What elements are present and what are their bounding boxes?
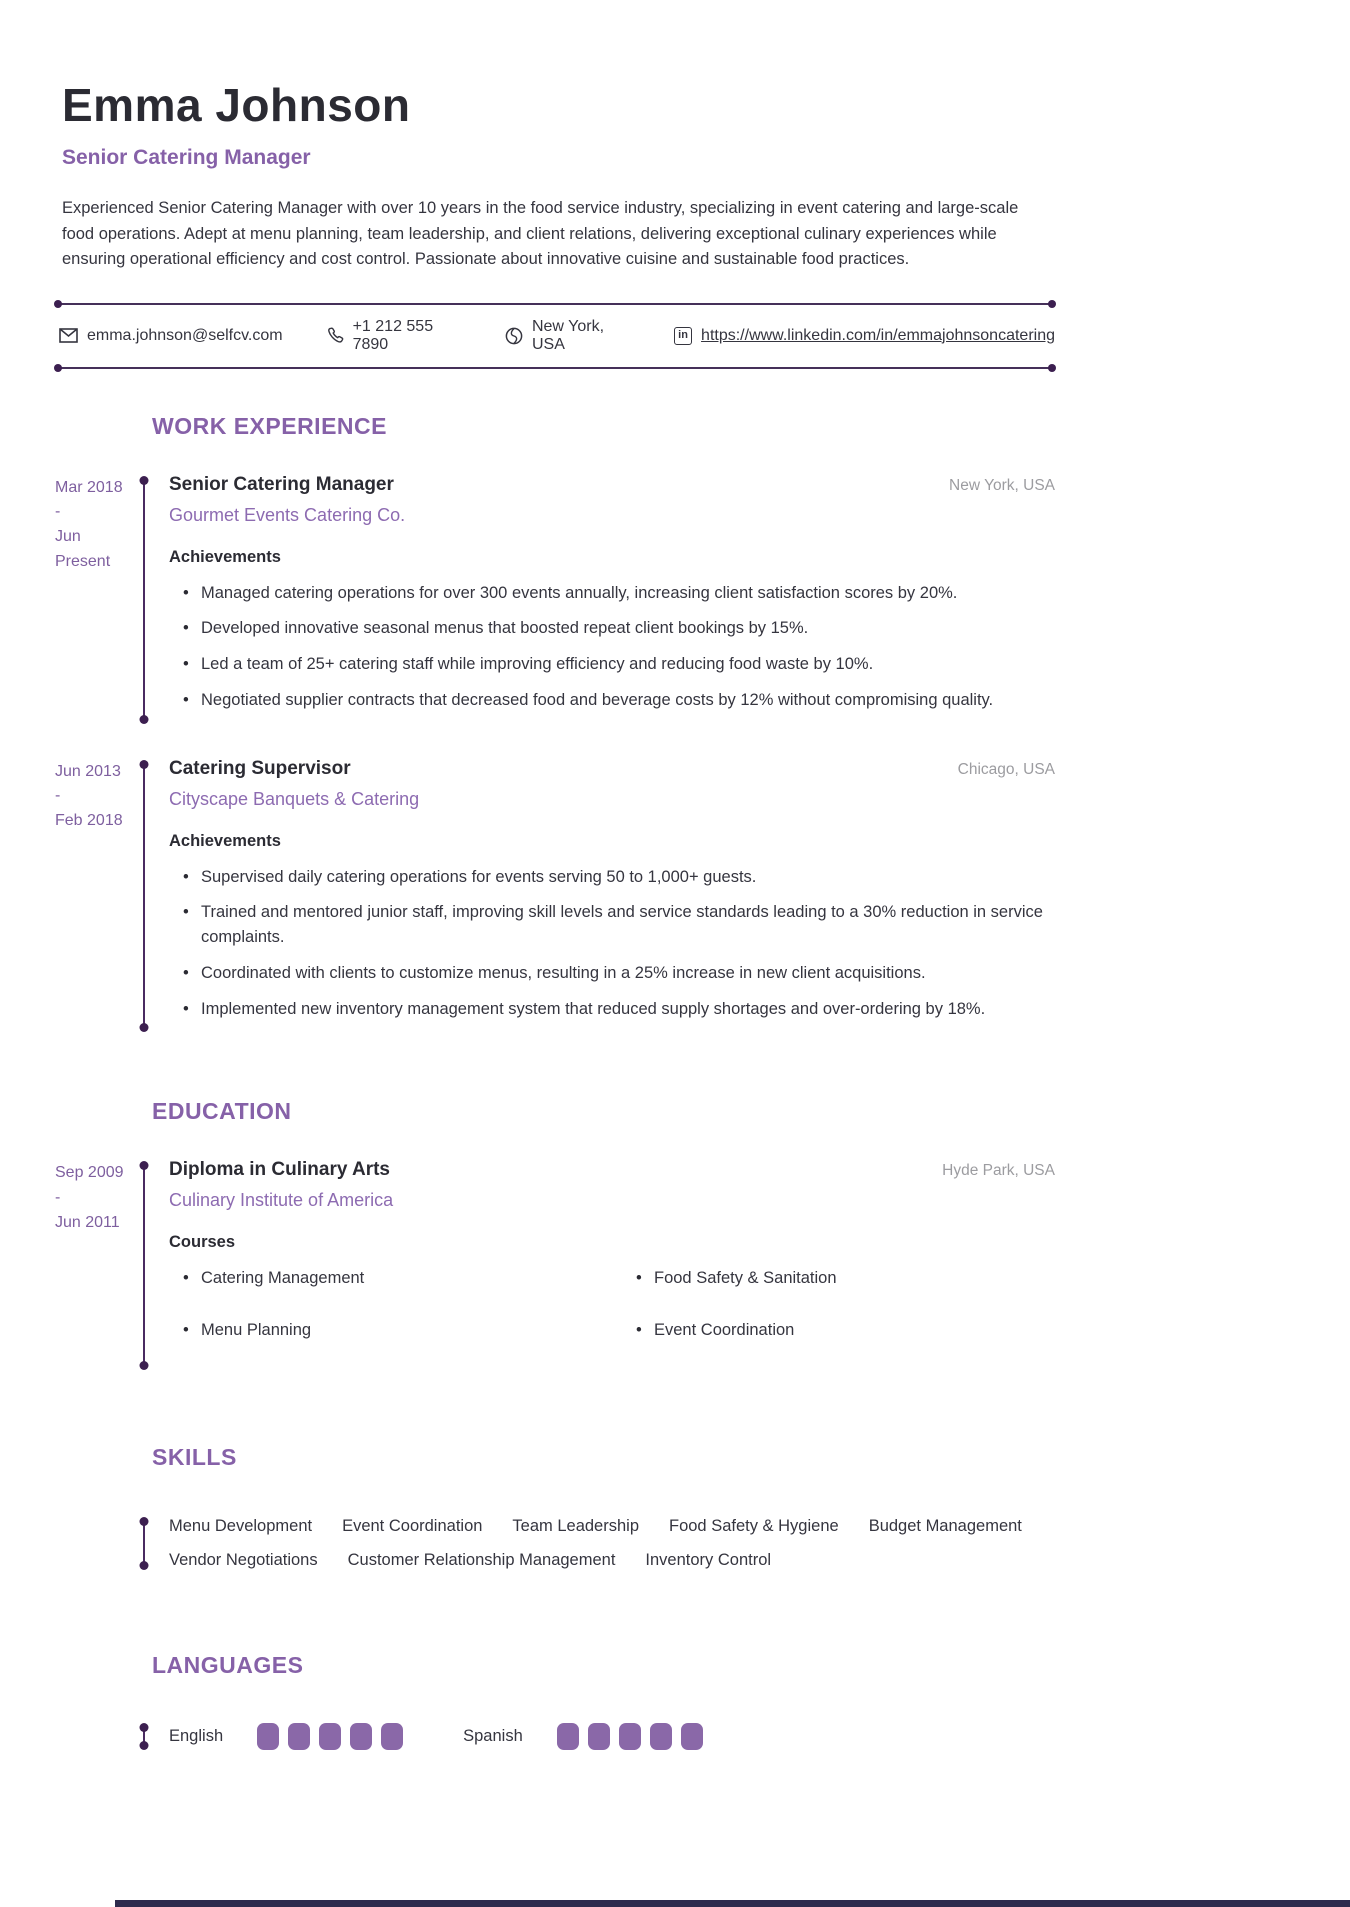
level-square — [319, 1723, 341, 1750]
languages-row — [169, 1721, 1055, 1750]
linkedin-link[interactable]: https://www.linkedin.com/in/emmajohnsoncatering — [701, 326, 1055, 344]
contact-email — [59, 327, 283, 345]
languages-entry — [55, 1721, 1055, 1750]
section-skills — [55, 1444, 1055, 1570]
job-entry — [55, 758, 1055, 1033]
contact-row — [55, 305, 1055, 367]
work-experience-heading: WORK EXPERIENCE — [152, 412, 387, 439]
course-item: • Food Safety & Sanitation — [622, 1266, 1055, 1291]
section-work-experience — [55, 413, 1055, 1033]
date-line: - — [55, 503, 61, 521]
linkedin-icon: in — [674, 327, 692, 345]
skill-item: Menu Development — [169, 1516, 313, 1535]
location-text: New York, USA — [531, 317, 605, 353]
achievement-item: • Supervised daily catering operations for events serving 50 to 1,000+ guests. — [169, 865, 1055, 890]
skill-item: Vendor Negotiations — [169, 1550, 318, 1569]
job-company: Gourmet Events Catering Co. — [169, 504, 406, 525]
achievement-item: • Developed innovative seasonal menus that boosted repeat client bookings by 15%. — [169, 616, 1055, 641]
job-entry — [55, 474, 1055, 724]
skill-item: Team Leadership — [512, 1516, 639, 1535]
person-name: Emma Johnson — [62, 79, 411, 131]
contact-bar — [55, 303, 1055, 369]
education-content — [157, 1159, 1055, 1370]
date-line: Jun — [55, 528, 81, 546]
location-icon — [505, 327, 523, 345]
languages-content — [157, 1721, 1055, 1750]
level-square — [681, 1723, 703, 1750]
contact-divider-bottom — [55, 367, 1055, 369]
level-square — [257, 1723, 279, 1750]
language-name: English — [169, 1726, 224, 1745]
courses-column-2 — [622, 1266, 1055, 1370]
job-title: Catering Supervisor — [169, 757, 351, 779]
courses-label: Courses — [169, 1233, 236, 1252]
header — [0, 78, 1350, 273]
date-line: - — [55, 787, 61, 805]
level-square — [350, 1723, 372, 1750]
achievement-item: • Led a team of 25+ catering staff while improving efficiency and reducing food waste by 10%. — [169, 652, 1055, 677]
achievements-label: Achievements — [169, 831, 281, 850]
courses-column-1 — [169, 1266, 602, 1370]
course-item: • Catering Management — [169, 1266, 602, 1291]
email-icon — [59, 328, 78, 343]
skills-content — [157, 1515, 1055, 1570]
section-education — [55, 1098, 1055, 1370]
education-dates — [55, 1159, 143, 1370]
languages-gutter-spacer — [55, 1721, 143, 1750]
date-line: Present — [55, 553, 111, 571]
job-location: New York, USA — [949, 476, 1055, 494]
level-square — [619, 1723, 641, 1750]
date-line: Jun 2011 — [55, 1214, 120, 1232]
education-heading: EDUCATION — [152, 1098, 292, 1125]
language-level-indicator — [557, 1723, 703, 1750]
date-line: Jun 2013 — [55, 762, 121, 780]
course-item: • Menu Planning — [169, 1318, 602, 1343]
level-square — [288, 1723, 310, 1750]
timeline-rule — [143, 481, 145, 719]
job-location: Chicago, USA — [957, 760, 1055, 778]
language-name: Spanish — [463, 1726, 523, 1745]
achievement-item: • Implemented new inventory management system that reduced supply shortages and over-ordering by 18%. — [169, 997, 1055, 1022]
contact-linkedin — [674, 327, 1055, 345]
contact-divider-top — [55, 303, 1055, 305]
level-square — [557, 1723, 579, 1750]
timeline-rule — [143, 1522, 145, 1565]
job-company: Cityscape Banquets & Catering — [169, 788, 420, 809]
degree-title: Diploma in Culinary Arts — [169, 1159, 390, 1181]
timeline-rule — [143, 765, 145, 1028]
course-item: • Event Coordination — [622, 1318, 1055, 1343]
job-content — [157, 758, 1055, 1033]
achievement-item: • Managed catering operations for over 300 events annually, increasing client satisfaction scores by 20%. — [169, 581, 1055, 606]
skill-item: Inventory Control — [645, 1550, 772, 1569]
contact-location — [505, 318, 630, 354]
language-item — [169, 1723, 403, 1750]
job-content — [157, 474, 1055, 724]
skill-item: Event Coordination — [342, 1516, 483, 1535]
job-title: Senior Catering Manager — [169, 473, 394, 495]
contact-phone — [327, 318, 461, 354]
timeline-rule — [143, 1728, 145, 1745]
timeline-rule — [143, 1166, 145, 1365]
date-line: - — [55, 1189, 61, 1207]
job-dates — [55, 758, 143, 1033]
phone-text: +1 212 555 7890 — [352, 317, 434, 353]
language-level-indicator — [257, 1723, 403, 1750]
page-footer-bar — [115, 1900, 1350, 1907]
summary-paragraph: Experienced Senior Catering Manager with over 10 years in the food service industry, specializing in event catering and large-scale food operations. Adept at menu planning, team leadership, and client relations, delivering exceptional culinary experiences while ensuring operational efficiency and cost control. Passionate about innovative cuisine and sustainable food practices. — [62, 199, 1019, 269]
date-line: Mar 2018 — [55, 478, 123, 496]
skills-entry — [55, 1515, 1055, 1570]
section-languages — [55, 1652, 1055, 1750]
skills-list — [169, 1515, 1055, 1570]
achievement-item: • Negotiated supplier contracts that decreased food and beverage costs by 12% without compromising quality. — [169, 688, 1055, 713]
skill-item: Food Safety & Hygiene — [669, 1516, 839, 1535]
school-name: Culinary Institute of America — [169, 1190, 394, 1211]
job-dates — [55, 474, 143, 724]
achievements-list — [169, 865, 1055, 1022]
skill-item: Customer Relationship Management — [347, 1550, 616, 1569]
skill-item: Budget Management — [868, 1516, 1022, 1535]
achievements-label: Achievements — [169, 547, 281, 566]
languages-heading: LANGUAGES — [152, 1651, 304, 1678]
achievement-item: • Coordinated with clients to customize menus, resulting in a 25% increase in new client acquisitions. — [169, 961, 1055, 986]
achievements-list — [169, 581, 1055, 713]
achievement-item: • Trained and mentored junior staff, improving skill levels and service standards leading to a 30% reduction in service complaints. — [169, 900, 1055, 950]
level-square — [381, 1723, 403, 1750]
education-entry — [55, 1159, 1055, 1370]
skills-heading: SKILLS — [152, 1443, 237, 1470]
level-square — [588, 1723, 610, 1750]
phone-icon — [327, 327, 344, 344]
date-line: Sep 2009 — [55, 1164, 124, 1182]
date-line: Feb 2018 — [55, 812, 123, 830]
email-text: emma.johnson@selfcv.com — [87, 326, 283, 344]
level-square — [650, 1723, 672, 1750]
language-item — [463, 1723, 703, 1750]
person-job-title: Senior Catering Manager — [62, 146, 311, 169]
skills-gutter-spacer — [55, 1515, 143, 1570]
education-location: Hyde Park, USA — [942, 1162, 1055, 1180]
